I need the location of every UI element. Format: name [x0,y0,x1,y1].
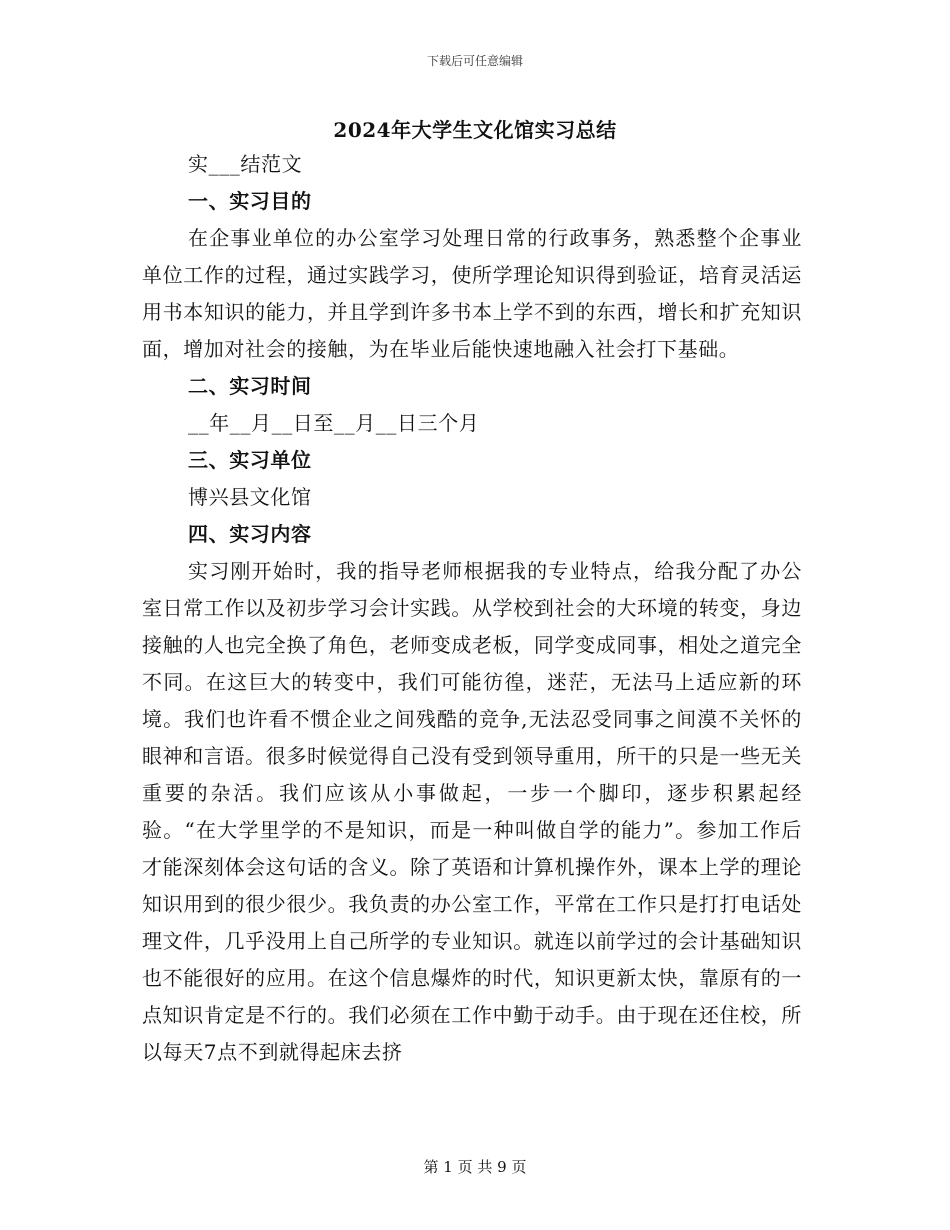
document-title: 2024年大学生文化馆实习总结 [333,118,617,142]
section-body-content: 实习刚开始时，我的指导老师根据我的专业特点，给我分配了办公室日常工作以及初步学习会计实践。从学校到社会的大环境的转变，身边接触的人也完全换了角色，老师变成老板，同学变成同事，相处之道完全不同。在这巨大的转变中，我们可能彷徨，迷茫，无法马上适应新的环境。我们也许看不惯企业之间残酷的竞争,无法忍受同事之间漠不关怀的眼神和言语。很多时候觉得自己没有受到领导重用，所干的只是一些无关重要的杂活。我们应该从小事做起，一步一个脚印，逐步积累起经验。“在大学里学的不是知识，而是一种叫做自学的能力”。参加工作后才能深刻体会这句话的含义。除了英语和计算机操作外，课本上学的理论知识用到的很少很少。我负责的办公室工作，平常在工作只是打打电话处理文件，几乎没用上自己所学的专业知识。就连以前学过的会计基础知识也不能很好的应用。在这个信息爆炸的时代，知识更新太快，靠原有的一点知识肯定是不行的。我们必须在工作中勤于动手。由于现在还住校，所以每天7点不到就得起床去挤 [142,559,802,1064]
section-body-time: __年__月__日至__月__日三个月 [188,411,480,435]
section-heading-content: 四、实习内容 [188,522,312,546]
page-number-footer: 第 1 页 共 9 页 [423,1158,527,1176]
section-body-unit: 博兴县文化馆 [188,485,312,509]
section-body-purpose: 在企事业单位的办公室学习处理日常的行政事务，熟悉整个企事业单位工作的过程，通过实践学习，使所学理论知识得到验证，培育灵活运用书本知识的能力，并且学到许多书本上学不到的东西，增长和扩充知识面，增加对社会的接触，为在毕业后能快速地融入社会打下基础。 [142,226,802,361]
document-subtitle: 实___结范文 [188,152,303,176]
section-heading-time: 二、实习时间 [188,374,312,398]
document-body [142,146,802,1071]
page-header-note: 下载后可任意编辑 [426,54,523,68]
section-heading-unit: 三、实习单位 [188,448,312,472]
section-heading-purpose: 一、实习目的 [188,189,312,213]
